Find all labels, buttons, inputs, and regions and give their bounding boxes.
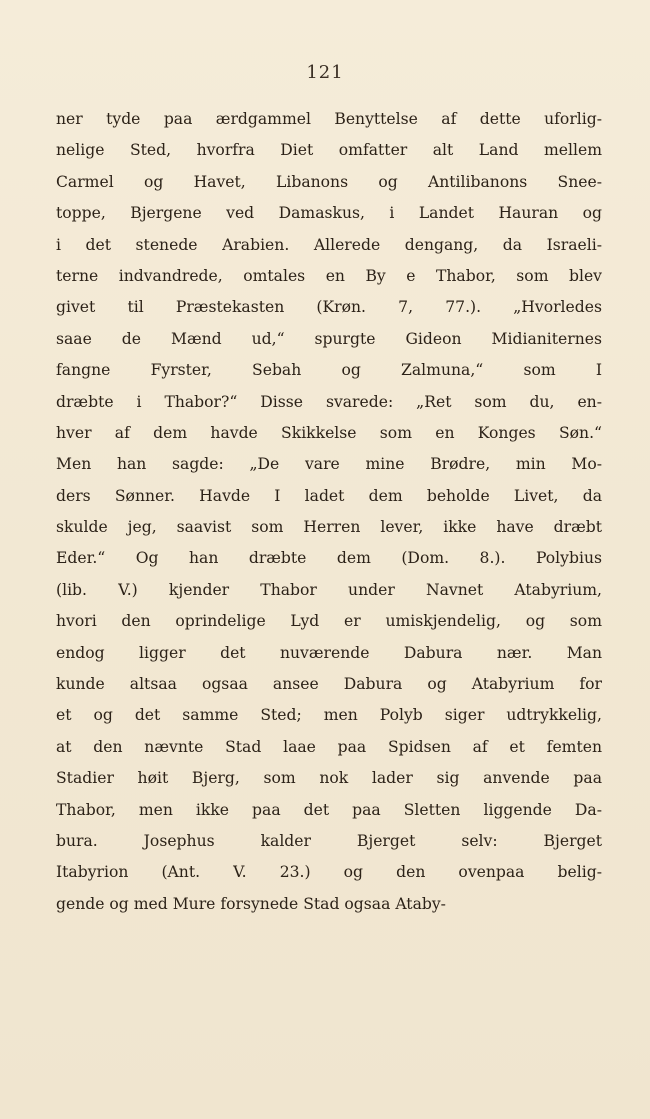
text-line: skulde jeg, saavist som Herren lever, ikke have dræbt <box>56 518 602 537</box>
text-line: terne indvandrede, omtales en By e Thabor, som blev <box>56 266 602 285</box>
text-line: endog ligger det nuværende Dabura nær. Man <box>56 643 602 662</box>
text-line: (lib. V.) kjender Thabor under Navnet Atabyrium, <box>56 580 602 599</box>
text-line: et og det samme Sted; men Polyb siger udtrykkelig, <box>56 706 602 725</box>
text-line: hver af dem havde Skikkelse som en Konges Søn.“ <box>56 423 602 442</box>
text-line: dræbte i Thabor?“ Disse svarede: „Ret som du, en- <box>56 392 602 411</box>
text-line: Carmel og Havet, Libanons og Antilibanons Snee- <box>56 172 602 191</box>
text-line: ders Sønner. Havde I ladet dem beholde Livet, da <box>56 486 602 505</box>
text-line: hvori den oprindelige Lyd er umiskjendelig, og som <box>56 612 602 631</box>
text-line: i det stenede Arabien. Allerede dengang, da Israeli- <box>56 235 602 254</box>
text-line: fangne Fyrster, Sebah og Zalmuna,“ som I <box>56 361 602 380</box>
page-number: 121 <box>306 62 344 83</box>
text-line: gende og med Mure forsynede Stad ogsaa Ataby- <box>56 894 446 913</box>
text-line: Stadier høit Bjerg, som nok lader sig anvende paa <box>56 769 602 788</box>
body-text <box>56 104 602 920</box>
text-line: bura. Josephus kalder Bjerget selv: Bjerget <box>56 831 602 850</box>
text-line: Itabyrion (Ant. V. 23.) og den ovenpaa belig- <box>56 863 602 882</box>
text-line: toppe, Bjergene ved Damaskus, i Landet Hauran og <box>56 204 602 223</box>
text-line: ner tyde paa ærdgammel Benyttelse af dette uforlig- <box>56 110 602 128</box>
text-line: kunde altsaa ogsaa ansee Dabura og Atabyrium for <box>56 675 602 694</box>
text-line: Eder.“ Og han dræbte dem (Dom. 8.). Polybius <box>56 549 602 568</box>
text-line: saae de Mænd ud,“ spurgte Gideon Midianiternes <box>56 329 602 348</box>
text-line: Men han sagde: „De vare mine Brødre, min Mo- <box>56 455 602 474</box>
text-line: Thabor, men ikke paa det paa Sletten liggende Da- <box>56 800 602 819</box>
text-line: givet til Præstekasten (Krøn. 7, 77.). „Hvorledes <box>56 298 602 317</box>
text-line: nelige Sted, hvorfra Diet omfatter alt Land mellem <box>56 141 602 160</box>
text-line: at den nævnte Stad laae paa Spidsen af et femten <box>56 737 602 756</box>
